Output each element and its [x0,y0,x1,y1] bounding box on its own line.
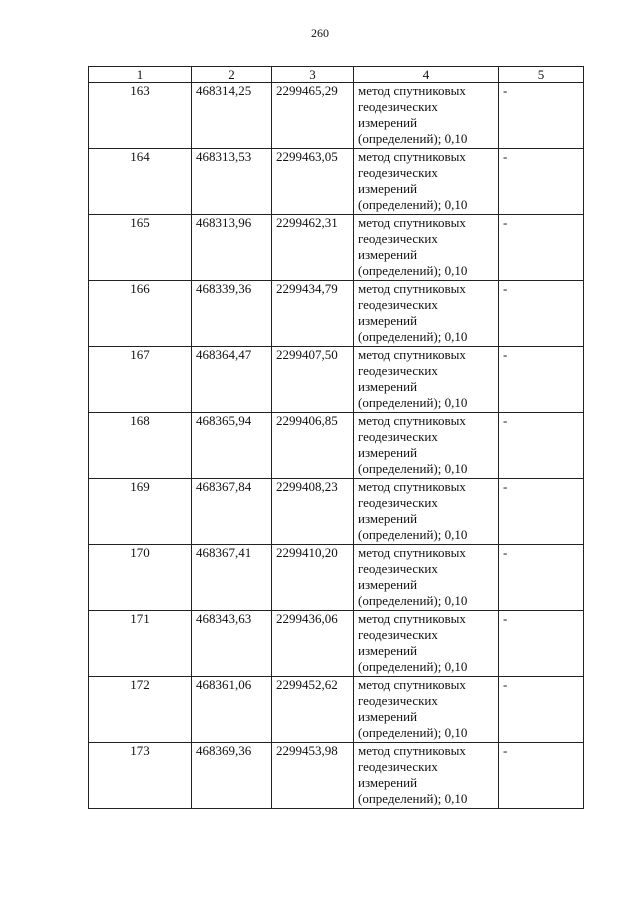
method-line: геодезических [358,495,438,510]
table-row [89,611,584,677]
table-header-row [89,67,584,83]
x-coordinate-cell: 468364,47 [192,347,272,413]
point-number-cell: 169 [89,479,192,545]
method-line: метод спутниковых [358,83,466,98]
method-line: измерений [358,115,418,130]
method-line: измерений [358,181,418,196]
method-line: геодезических [358,165,438,180]
y-coordinate-cell: 2299453,98 [272,743,354,809]
x-coordinate-cell: 468314,25 [192,83,272,149]
x-coordinate-cell: 468313,96 [192,215,272,281]
method-line: (определений); 0,10 [358,725,468,740]
column-header-2: 2 [192,67,272,83]
method-cell [354,413,499,479]
method-line: геодезических [358,429,438,444]
method-line: измерений [358,709,418,724]
method-line: метод спутниковых [358,479,466,494]
method-line: геодезических [358,561,438,576]
method-line: (определений); 0,10 [358,329,468,344]
method-line: геодезических [358,627,438,642]
x-coordinate-cell: 468339,36 [192,281,272,347]
x-coordinate-cell: 468367,84 [192,479,272,545]
table-row [89,677,584,743]
table-row [89,281,584,347]
method-cell [354,677,499,743]
method-cell [354,347,499,413]
point-number-cell: 164 [89,149,192,215]
table-row [89,545,584,611]
method-line: измерений [358,379,418,394]
method-cell [354,479,499,545]
method-line: геодезических [358,759,438,774]
method-line: (определений); 0,10 [358,461,468,476]
description-cell: - [499,413,584,479]
column-header-5: 5 [499,67,584,83]
table-row [89,215,584,281]
method-line: метод спутниковых [358,677,466,692]
table-row [89,413,584,479]
method-line: метод спутниковых [358,149,466,164]
description-cell: - [499,215,584,281]
method-line: (определений); 0,10 [358,395,468,410]
method-cell [354,281,499,347]
method-line: метод спутниковых [358,281,466,296]
method-cell [354,545,499,611]
method-line: (определений); 0,10 [358,197,468,212]
column-header-3: 3 [272,67,354,83]
method-line: метод спутниковых [358,545,466,560]
method-line: измерений [358,247,418,262]
method-line: геодезических [358,231,438,246]
method-line: измерений [358,577,418,592]
x-coordinate-cell: 468365,94 [192,413,272,479]
page-number: 260 [311,26,329,40]
table-row [89,83,584,149]
method-line: измерений [358,775,418,790]
point-number-cell: 170 [89,545,192,611]
method-line: геодезических [358,99,438,114]
point-number-cell: 168 [89,413,192,479]
y-coordinate-cell: 2299406,85 [272,413,354,479]
method-line: измерений [358,643,418,658]
method-line: метод спутниковых [358,743,466,758]
table-row [89,743,584,809]
x-coordinate-cell: 468313,53 [192,149,272,215]
method-line: (определений); 0,10 [358,263,468,278]
y-coordinate-cell: 2299465,29 [272,83,354,149]
method-line: (определений); 0,10 [358,593,468,608]
description-cell: - [499,743,584,809]
method-line: измерений [358,313,418,328]
x-coordinate-cell: 468369,36 [192,743,272,809]
table-row [89,347,584,413]
point-number-cell: 173 [89,743,192,809]
point-number-cell: 172 [89,677,192,743]
description-cell: - [499,479,584,545]
method-cell [354,743,499,809]
method-line: геодезических [358,693,438,708]
x-coordinate-cell: 468361,06 [192,677,272,743]
y-coordinate-cell: 2299462,31 [272,215,354,281]
method-line: (определений); 0,10 [358,527,468,542]
description-cell: - [499,677,584,743]
point-number-cell: 163 [89,83,192,149]
method-line: (определений); 0,10 [358,131,468,146]
point-number-cell: 167 [89,347,192,413]
description-cell: - [499,83,584,149]
y-coordinate-cell: 2299434,79 [272,281,354,347]
method-cell [354,215,499,281]
description-cell: - [499,347,584,413]
description-cell: - [499,611,584,677]
y-coordinate-cell: 2299408,23 [272,479,354,545]
point-number-cell: 166 [89,281,192,347]
method-line: геодезических [358,297,438,312]
y-coordinate-cell: 2299407,50 [272,347,354,413]
method-line: геодезических [358,363,438,378]
method-line: метод спутниковых [358,611,466,626]
x-coordinate-cell: 468343,63 [192,611,272,677]
method-cell [354,149,499,215]
y-coordinate-cell: 2299410,20 [272,545,354,611]
method-line: метод спутниковых [358,347,466,362]
table-body [89,83,584,809]
method-cell [354,83,499,149]
description-cell: - [499,149,584,215]
column-header-1: 1 [89,67,192,83]
method-line: (определений); 0,10 [358,791,468,806]
method-line: метод спутниковых [358,215,466,230]
y-coordinate-cell: 2299463,05 [272,149,354,215]
table-row [89,479,584,545]
description-cell: - [499,281,584,347]
method-cell [354,611,499,677]
y-coordinate-cell: 2299436,06 [272,611,354,677]
description-cell: - [499,545,584,611]
y-coordinate-cell: 2299452,62 [272,677,354,743]
point-number-cell: 171 [89,611,192,677]
point-number-cell: 165 [89,215,192,281]
method-line: измерений [358,445,418,460]
method-line: метод спутниковых [358,413,466,428]
method-line: (определений); 0,10 [358,659,468,674]
x-coordinate-cell: 468367,41 [192,545,272,611]
coordinates-table [88,66,584,809]
column-header-4: 4 [354,67,499,83]
method-line: измерений [358,511,418,526]
table-row [89,149,584,215]
